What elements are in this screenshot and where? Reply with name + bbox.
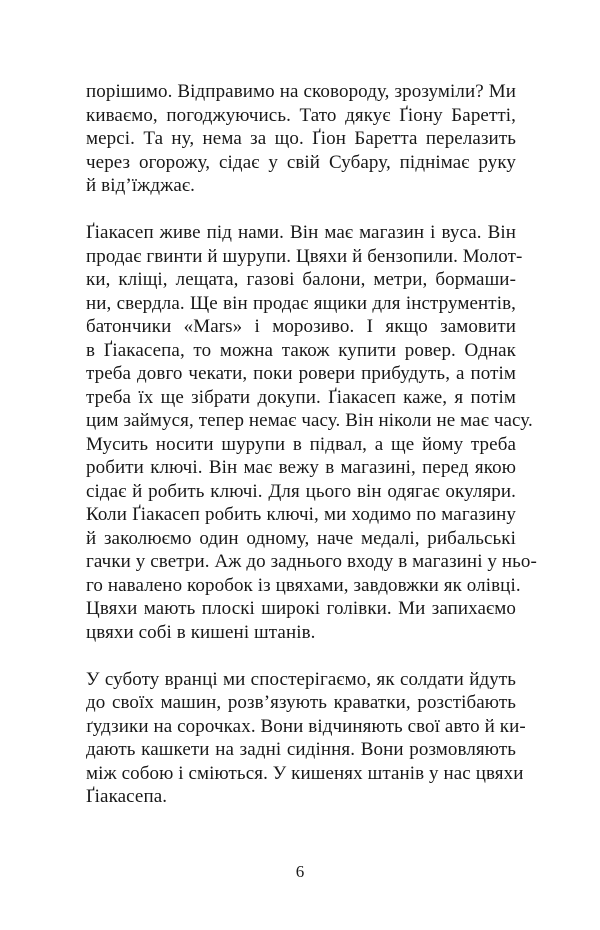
text-line: батончики «Mars» і морозиво. І якщо замовити — [86, 316, 516, 337]
text-line: ки, кліщі, лещата, газові балони, метри, бормаши- — [86, 269, 516, 290]
text-line: цвяхи собі в кишені штанів. — [86, 621, 316, 643]
text-line: до своїх машин, розв’язують краватки, розстібають — [86, 692, 516, 713]
text-line: Мусить носити шурупи в підвал, а ще йому треба — [86, 433, 516, 455]
text-line: ґудзики на сорочках. Вони відчиняють свої авто й ки- — [86, 715, 526, 737]
text-line: мерсі. Та ну, нема за що. Ґіон Баретта перелазить — [86, 128, 516, 149]
paragraph — [86, 221, 537, 644]
text-line: Ґіакасепа. — [86, 786, 168, 807]
text-line: через огорожу, сідає у свій Субару, піднімає руку — [86, 151, 516, 173]
text-line: в Ґіакасепа, то можна також купити ровер. Однак — [86, 339, 516, 361]
text-line: У суботу вранці ми спостерігаємо, як солдати йдуть — [86, 668, 516, 690]
text-line: сідає й робить ключі. Для цього він одягає окуляри. — [86, 480, 516, 502]
page-number: 6 — [295, 862, 305, 881]
text-line: Цвяхи мають плоскі широкі голівки. Ми запихаємо — [86, 598, 516, 619]
text-line: треба їх ще зібрати докупи. Ґіакасеп каже, я потім — [86, 386, 516, 408]
text-line: гачки у светри. Аж до заднього входу в магазині у ньо- — [86, 551, 537, 572]
paragraph — [86, 668, 526, 809]
text-line: киваємо, погоджуючись. Тато дякує Ґіону Баретті, — [86, 104, 516, 126]
text-line: цим займуся, тепер немає часу. Він ніколи не має часу. — [86, 410, 533, 431]
text-line: го навалено коробок із цвяхами, завдовжки як олівці. — [86, 574, 521, 596]
text-line: треба довго чекати, поки ровери прибудуть, а потім — [86, 363, 516, 384]
text-line: й заколюємо один одному, наче медалі, рибальські — [86, 527, 516, 549]
text-line: ни, свердла. Ще він продає ящики для інструментів, — [86, 292, 516, 314]
text-line: й від’їжджає. — [86, 175, 196, 196]
paragraph — [86, 80, 516, 198]
text-line: між собою і сміються. У кишенях штанів у нас цвяхи — [86, 762, 524, 784]
text-line: продає гвинти й шурупи. Цвяхи й бензопили. Молот- — [86, 245, 523, 267]
text-line: Коли Ґіакасеп робить ключі, ми ходимо по магазину — [86, 504, 516, 525]
page-text — [86, 80, 537, 809]
text-line: дають кашкети на задні сидіння. Вони розмовляють — [86, 739, 516, 760]
text-line: робити ключі. Він має вежу в магазині, перед якою — [86, 457, 516, 478]
text-line: Ґіакасеп живе під нами. Він має магазин і вуса. Він — [86, 222, 516, 243]
text-line: порішимо. Відправимо на сковороду, зрозуміли? Ми — [86, 81, 516, 102]
